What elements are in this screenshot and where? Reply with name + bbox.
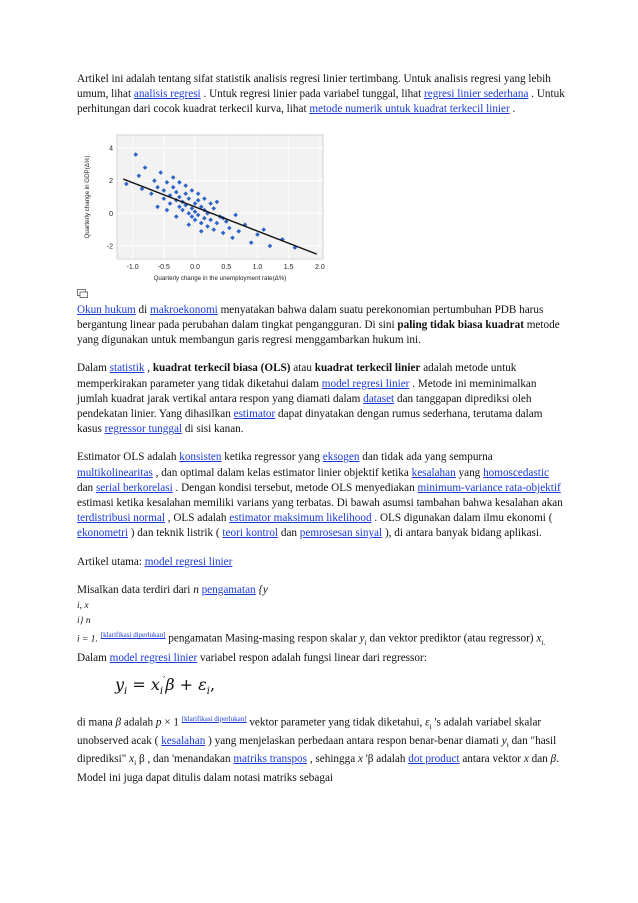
ols-definition-paragraph	[77, 361, 567, 437]
intro-text: .	[509, 103, 516, 116]
link-estimator-maksimum-likelihood[interactable]: estimator maksimum likelihood	[229, 512, 372, 525]
bold-term: paling tidak biasa kuadrat	[397, 319, 524, 332]
text: pengamatan Masing-masing respon skalar	[165, 633, 360, 646]
link-makroekonomi[interactable]: makroekonomi	[150, 303, 218, 316]
text: . OLS digunakan dalam ilmu ekonomi (	[371, 512, 553, 525]
text: antara vektor	[459, 753, 524, 766]
intro-text: . Untuk perhitungan dari cocok kuadrat terkecil kurva, lihat	[77, 88, 565, 116]
text: , sehingga	[307, 753, 358, 766]
link-metode-numerik[interactable]: metode numerik untuk kuadrat terkecil linier	[309, 103, 510, 116]
link-analisis-regresi[interactable]: analisis regresi	[133, 88, 201, 101]
image-icon[interactable]	[77, 289, 88, 298]
math-fragment: i} n	[77, 616, 91, 627]
text: ketika regressor yang	[221, 451, 323, 464]
text: dan vektor prediktor (atau regressor)	[366, 633, 537, 646]
text: Dalam	[77, 651, 110, 664]
text: atau	[290, 362, 315, 375]
x-tick-label: -0.5	[157, 263, 170, 271]
text: 'β adalah	[362, 753, 409, 766]
clarification-link[interactable]: [klarifikasi diperlukan]	[181, 714, 247, 723]
plot-area	[117, 135, 323, 259]
ols-properties-paragraph	[77, 450, 567, 541]
x-tick-label: 1.0	[252, 263, 263, 271]
math-var: x	[523, 753, 529, 766]
scatter-plot	[77, 131, 327, 283]
math-sub: i	[364, 638, 367, 648]
link-model-regresi-linier[interactable]: model regresi linier	[321, 377, 410, 390]
image-icon-row	[77, 287, 567, 303]
link-minimum-variance[interactable]: minimum-variance rata-objektif	[417, 481, 561, 494]
main-article-note	[77, 555, 567, 570]
text: yang	[455, 466, 484, 479]
math-var: β	[115, 716, 122, 729]
link-teori-kontrol[interactable]: teori kontrol	[222, 527, 279, 540]
y-tick-label: 0	[109, 210, 113, 218]
text: Dalam	[77, 362, 110, 375]
text: , dan optimal dalam kelas estimator linier objektif ketika	[152, 466, 412, 479]
text: ), di antara banyak bidang aplikasi.	[382, 527, 542, 540]
intro-text: Artikel ini adalah tentang sifat statistik analisis regresi linier tertimbang. Untuk analisis regresi yang lebih umum, lihat	[77, 73, 551, 101]
link-homoscedastic[interactable]: homoscedastic	[483, 466, 549, 479]
bold-term: kuadrat terkecil linier	[314, 362, 421, 375]
text: dan tidak ada yang sempurna	[359, 451, 493, 464]
link-serial-berkorelasi[interactable]: serial berkorelasi	[95, 481, 173, 494]
text: × 1	[161, 716, 182, 729]
y-axis-label: Quarterly change in GDP(Δ%)	[84, 155, 91, 239]
text: ) yang menjelaskan perbedaan antara respon benar-benar diamati	[205, 734, 502, 747]
data-description-paragraph	[77, 583, 567, 666]
x-axis-label: Quarterly change in the unemployment rate(Δ%)	[153, 274, 287, 282]
bold-term: kuadrat terkecil biasa (OLS)	[152, 362, 291, 375]
x-tick-label: -1.0	[126, 263, 139, 271]
link-dataset[interactable]: dataset	[363, 392, 395, 405]
link-statistik[interactable]: statistik	[109, 362, 145, 375]
okun-scatter-chart	[77, 131, 327, 283]
text: dan tanggapan diprediksi oleh pendekatan linier. Yang dihasilkan	[77, 392, 532, 421]
y-tick-label: 2	[109, 177, 113, 185]
link-kesalahan[interactable]: kesalahan	[411, 466, 456, 479]
text: Artikel utama:	[77, 555, 145, 568]
text: . Metode ini meminimalkan jumlah kuadrat jarak vertikal antara respon yang diamati dalam	[77, 377, 537, 405]
link-pengamatan[interactable]: pengamatan	[201, 583, 256, 596]
y-tick-label: -2	[106, 243, 113, 251]
link-okun-hukum[interactable]: Okun hukum	[77, 303, 136, 316]
link-main-article[interactable]: model regresi linier	[144, 555, 233, 568]
link-kesalahan-2[interactable]: kesalahan	[161, 734, 206, 747]
x-tick-label: 2.0	[315, 263, 325, 271]
text: di	[135, 303, 151, 316]
math-fragment: i = 1.	[77, 635, 98, 646]
clarification-link[interactable]: [klarifikasi diperlukan]	[100, 631, 166, 640]
text: ) dan teknik listrik (	[127, 527, 223, 540]
text: , OLS adalah	[164, 512, 230, 525]
text: dan	[77, 481, 96, 494]
x-tick-label: 1.5	[283, 263, 294, 271]
link-regresi-linier-sederhana[interactable]: regresi linier sederhana	[424, 88, 529, 101]
link-matriks-transpos[interactable]: matriks transpos	[233, 753, 308, 766]
text: dan	[528, 753, 551, 766]
text: dapat dinyatakan dengan rumus sederhana, terutama dalam kasus	[77, 408, 543, 436]
math-sub: i	[506, 739, 509, 749]
text: Misalkan data terdiri dari	[77, 583, 194, 596]
intro-paragraph	[77, 72, 567, 118]
text: . Dengan kondisi tersebut, metode OLS menyediakan	[172, 481, 418, 494]
text: dan "hasil diprediksi"	[77, 734, 557, 766]
math-var: x	[536, 633, 542, 646]
text: 's adalah variabel skalar unobserved acak (	[77, 716, 542, 747]
link-eksogen[interactable]: eksogen	[322, 451, 360, 464]
text: metode yang digunakan untuk membangun garis regresi menggambarkan hukum ini.	[77, 319, 560, 347]
math-set: {y	[255, 583, 268, 596]
text: menyatakan bahwa dalam suatu perekonomian pertumbuhan PDB harus bergantung linear pada perubahan dalam tingkat pengangguran. Di sini	[77, 303, 544, 332]
link-pemrosesan-sinyal[interactable]: pemrosesan sinyal	[299, 527, 383, 540]
math-var: ε	[425, 716, 430, 729]
text: dan	[278, 527, 300, 540]
text: variabel respon adalah fungsi linear dari regressor:	[197, 651, 427, 664]
link-ekonometri[interactable]: ekonometri	[77, 527, 128, 540]
math-var: y	[359, 633, 365, 646]
text: . Model ini juga dapat ditulis dalam notasi matriks sebagai	[77, 753, 559, 784]
link-multikolinearitas[interactable]: multikolinearitas	[77, 466, 153, 479]
x-tick-label: 0.5	[221, 263, 232, 271]
math-sub: i.	[541, 638, 546, 648]
link-model-regresi-linier-2[interactable]: model regresi linier	[109, 651, 198, 664]
text: Estimator OLS adalah	[77, 451, 180, 464]
text: di mana	[77, 716, 116, 729]
text: adalah metode untuk memperkirakan parameter yang tidak diketahui dalam	[77, 362, 517, 390]
parameter-description-paragraph	[77, 712, 567, 786]
link-terdistribusi-normal[interactable]: terdistribusi normal	[77, 512, 165, 525]
math-var: p	[155, 716, 162, 729]
math-fragment: i, x	[77, 601, 89, 612]
regression-formula	[115, 674, 567, 700]
math-var: n	[193, 583, 199, 596]
math-var: y	[501, 734, 507, 747]
math-sub: i	[134, 758, 137, 768]
text: vektor parameter yang tidak diketahui,	[246, 716, 426, 729]
link-dot-product[interactable]: dot product	[408, 753, 460, 766]
article-body	[77, 72, 567, 799]
formula-text: $y_i = x_i'\beta + \varepsilon_i$,	[115, 675, 216, 698]
link-estimator[interactable]: estimator	[233, 408, 276, 421]
y-tick-label: 4	[109, 145, 113, 153]
link-regressor-tunggal[interactable]: regressor tunggal	[104, 423, 183, 436]
text: di sisi kanan.	[182, 423, 244, 436]
math-var: x	[357, 753, 363, 766]
x-tick-label: 0.0	[190, 263, 200, 271]
text: ,	[144, 362, 153, 375]
intro-text: . Untuk regresi linier pada variabel tunggal, lihat	[200, 88, 425, 101]
okun-paragraph	[77, 303, 567, 349]
math-var: x	[129, 753, 135, 766]
text: adalah	[121, 716, 156, 729]
math-sub: i	[429, 721, 432, 731]
text: estimasi ketika kesalahan memiliki varians yang terbatas. Di bawah asumsi tambahan bahwa kesalahan akan	[77, 497, 563, 510]
math-var: β	[550, 753, 557, 766]
link-konsisten[interactable]: konsisten	[179, 451, 222, 464]
text: β , dan 'menandakan	[136, 753, 234, 766]
